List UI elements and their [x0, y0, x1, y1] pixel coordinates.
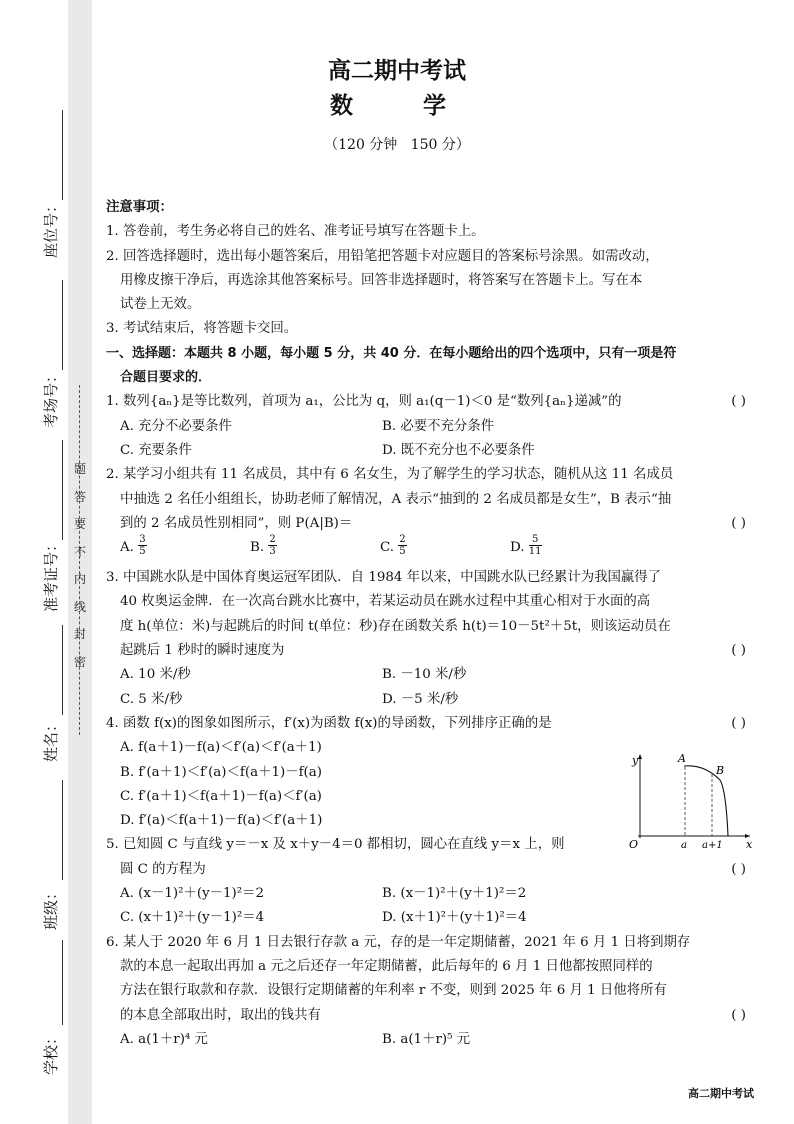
answer-paren: ( ): [731, 394, 746, 410]
question-4-text: 4. 函数 f(x)的图象如图所示，f′(x)为函数 f(x)的导函数，下列排序正确的是: [106, 715, 552, 731]
option-a-label: A.: [120, 540, 134, 556]
question-1-options-row1: [106, 415, 754, 439]
question-2-text: 到的 2 名成员性别相同”，则 P(A|B)＝: [120, 515, 353, 531]
denominator: 11: [528, 546, 542, 558]
note-item: 试卷上无效。: [120, 297, 201, 313]
question-3-options-row2: [106, 688, 754, 712]
answer-paren: ( ): [731, 515, 746, 531]
question-5-line: [106, 858, 754, 882]
option-a: A. 充分不必要条件: [120, 418, 232, 434]
numerator: 2: [269, 534, 276, 546]
exam-content: [106, 196, 754, 1052]
seat-number-label: 座位号：: [42, 197, 60, 258]
question-2-line: [106, 512, 754, 536]
answer-paren: ( ): [731, 715, 746, 731]
note-item: 用橡皮擦干净后，再选涂其他答案标号。回答非选择题时，将答案写在答题卡上。写在本: [120, 272, 643, 288]
y-label: y: [632, 754, 639, 767]
origin-label: O: [629, 838, 639, 850]
option-a-fraction: [138, 534, 146, 557]
option-b: [250, 536, 277, 560]
option-c: C. 充要条件: [120, 442, 192, 458]
question-2-line: 中抽选 2 名任小组组长，协助老师了解情况，A 表示“抽到的 2 名成员都是女生”，B 表示“抽: [120, 491, 672, 507]
point-a-label: A: [678, 752, 686, 765]
question-3-line: 度 h(单位：米)与起跳后的时间 t(单位：秒)存在函数关系 h(t)＝10－5t²＋5t，则该运动员在: [120, 618, 671, 634]
question-4-stem: [106, 712, 754, 736]
option-d: D. (x＋1)²＋(y＋1)²＝4: [382, 910, 527, 926]
subject-title: 数 学: [329, 93, 464, 119]
question-6-options-row1: [106, 1028, 754, 1052]
option-a: A. a(1＋r)⁴ 元: [120, 1031, 208, 1047]
point-b-label: B: [716, 764, 725, 777]
option-b: B. 必要不充分条件: [382, 418, 495, 434]
note-item: 2. 回答选择题时，选出每小题答案后，用铅笔把答题卡对应题目的答案标号涂黑。如需改动，: [106, 248, 659, 264]
name-line: [62, 625, 63, 715]
question-5-text: 圆 C 的方程为: [120, 861, 206, 877]
seal-char: 线: [73, 599, 86, 614]
admission-number-label: 准考证号：: [42, 536, 60, 612]
option-b-label: B.: [250, 540, 265, 556]
option-b: B. a(1＋r)⁵ 元: [382, 1031, 471, 1047]
seal-char: 要: [73, 517, 86, 531]
school-label: 学校：: [42, 1029, 60, 1075]
denominator: 5: [139, 546, 146, 558]
option-d: D. f′(a)＜f(a＋1)－f(a)＜f′(a＋1): [120, 813, 323, 829]
option-d: D. 既不充分也不必要条件: [382, 442, 535, 458]
option-a: [120, 536, 147, 560]
option-c: C. 5 米/秒: [120, 691, 183, 707]
option-c: [380, 536, 407, 560]
option-d: [510, 536, 542, 560]
option-d-fraction: [529, 534, 542, 557]
admission-number-line: [62, 440, 63, 540]
option-b: B. (x－1)²＋(y＋1)²＝2: [382, 886, 527, 902]
question-5-options-row1: [106, 882, 754, 906]
question-6-line: [106, 1004, 754, 1028]
seal-char: 不: [73, 544, 86, 559]
school-line: [62, 940, 63, 1025]
question-3-text: 起跳后 1 秒时的瞬时速度为: [120, 643, 285, 659]
option-d-label: D.: [510, 540, 525, 556]
exam-room-line: [62, 280, 63, 370]
seal-char: 封: [73, 627, 86, 641]
answer-paren: ( ): [731, 1007, 746, 1023]
question-1-stem: [106, 390, 754, 414]
denominator: 5: [399, 546, 406, 558]
question-3-options-row1: [106, 663, 754, 687]
question-2-line: 2. 某学习小组共有 11 名成员，其中有 6 名女生，为了解学生的学习状态，随机从这 11 名成员: [106, 467, 674, 483]
note-item: 1. 答卷前，考生务必将自己的姓名、准考证号填写在答题卡上。: [106, 224, 485, 240]
question-5-line: 5. 已知圆 C 与直线 y＝－x 及 x＋y－4＝0 都相切，圆心在直线 y＝x 上，则: [106, 837, 565, 853]
question-3-line: 3. 中国跳水队是中国体育奥运冠军团队．自 1984 年以来，中国跳水队已经累计为我国赢得了: [106, 570, 662, 586]
class-label: 班级：: [42, 884, 60, 930]
seal-text: [72, 456, 88, 676]
function-graph: [626, 750, 754, 850]
option-b-fraction: [268, 534, 276, 557]
question-6-line: 6. 某人于 2020 年 6 月 1 日去银行存款 a 元，存的是一年定期储蓄，2021 年 6 月 1 日将到期存: [106, 934, 691, 950]
option-b: B. f′(a＋1)＜f′(a)＜f(a＋1)－f(a): [120, 764, 322, 780]
a-plus-1-label: a+1: [702, 840, 723, 850]
option-a: A. f(a＋1)－f(a)＜f′(a)＜f′(a＋1): [120, 740, 322, 756]
binding-strip: [0, 0, 92, 1124]
class-line: [62, 780, 63, 880]
question-6-text: 的本息全部取出时，取出的钱共有: [120, 1007, 321, 1023]
exam-info: （120 分钟 150 分）: [324, 137, 470, 153]
option-c-fraction: [398, 534, 406, 557]
option-d: D. －5 米/秒: [382, 691, 459, 707]
section-heading-cont: 合题目要求的．: [120, 370, 212, 386]
answer-paren: ( ): [731, 861, 746, 877]
option-a: A. 10 米/秒: [120, 667, 191, 683]
page-footer: 高二期中考试: [688, 1087, 754, 1100]
question-6-line: 款的本息一起取出再加 a 元之后还存一年定期储蓄，此后每年的 6 月 1 日他都按照同样的: [120, 958, 653, 974]
seal-char: 题: [73, 462, 86, 476]
option-b: B. －10 米/秒: [382, 667, 467, 683]
question-1-text: 1. 数列{aₙ}是等比数列，首项为 a₁，公比为 q，则 a₁(q－1)＜0 是“数列{aₙ}递减”的: [106, 394, 622, 410]
answer-paren: ( ): [731, 643, 746, 659]
seal-char: 答: [73, 489, 86, 504]
question-6-line: 方法在银行取款和存款．设银行定期储蓄的年利率 r 不变，则到 2025 年 6 月 1 日他将所有: [120, 983, 667, 999]
question-3-line: 40 枚奥运金牌．在一次高台跳水比赛中，若某运动员在跳水过程中其重心相对于水面的高: [120, 594, 651, 610]
section-heading: 一、选择题：本题共 8 小题，每小题 5 分，共 40 分．在每小题给出的四个选项中，只有一项是符: [106, 345, 677, 361]
denominator: 3: [269, 546, 276, 558]
numerator: 5: [529, 534, 542, 546]
question-2-options: [106, 536, 754, 566]
numerator: 2: [399, 534, 406, 546]
question-3-line: [106, 639, 754, 663]
note-item: 3. 考试结束后，将答题卡交回。: [106, 321, 298, 337]
name-label: 姓名：: [42, 716, 60, 762]
exam-room-label: 考场号：: [42, 367, 60, 428]
question-1-options-row2: [106, 439, 754, 463]
option-c: C. (x＋1)²＋(y－1)²＝4: [120, 910, 265, 926]
question-5-options-row2: [106, 906, 754, 930]
x-label: x: [746, 838, 753, 850]
seal-char: 内: [73, 572, 86, 586]
numerator: 3: [139, 534, 146, 546]
exam-title: 高二期中考试: [328, 58, 466, 84]
option-c: C. f′(a＋1)＜f(a＋1)－f(a)＜f′(a): [120, 788, 322, 804]
y-axis-arrow: [638, 754, 642, 759]
option-a: A. (x－1)²＋(y－1)²＝2: [120, 886, 265, 902]
seat-number-line: [62, 110, 63, 200]
option-c-label: C.: [380, 540, 395, 556]
seal-char: 密: [73, 654, 86, 669]
notes-heading: 注意事项：: [106, 200, 173, 215]
a-label: a: [681, 840, 687, 850]
